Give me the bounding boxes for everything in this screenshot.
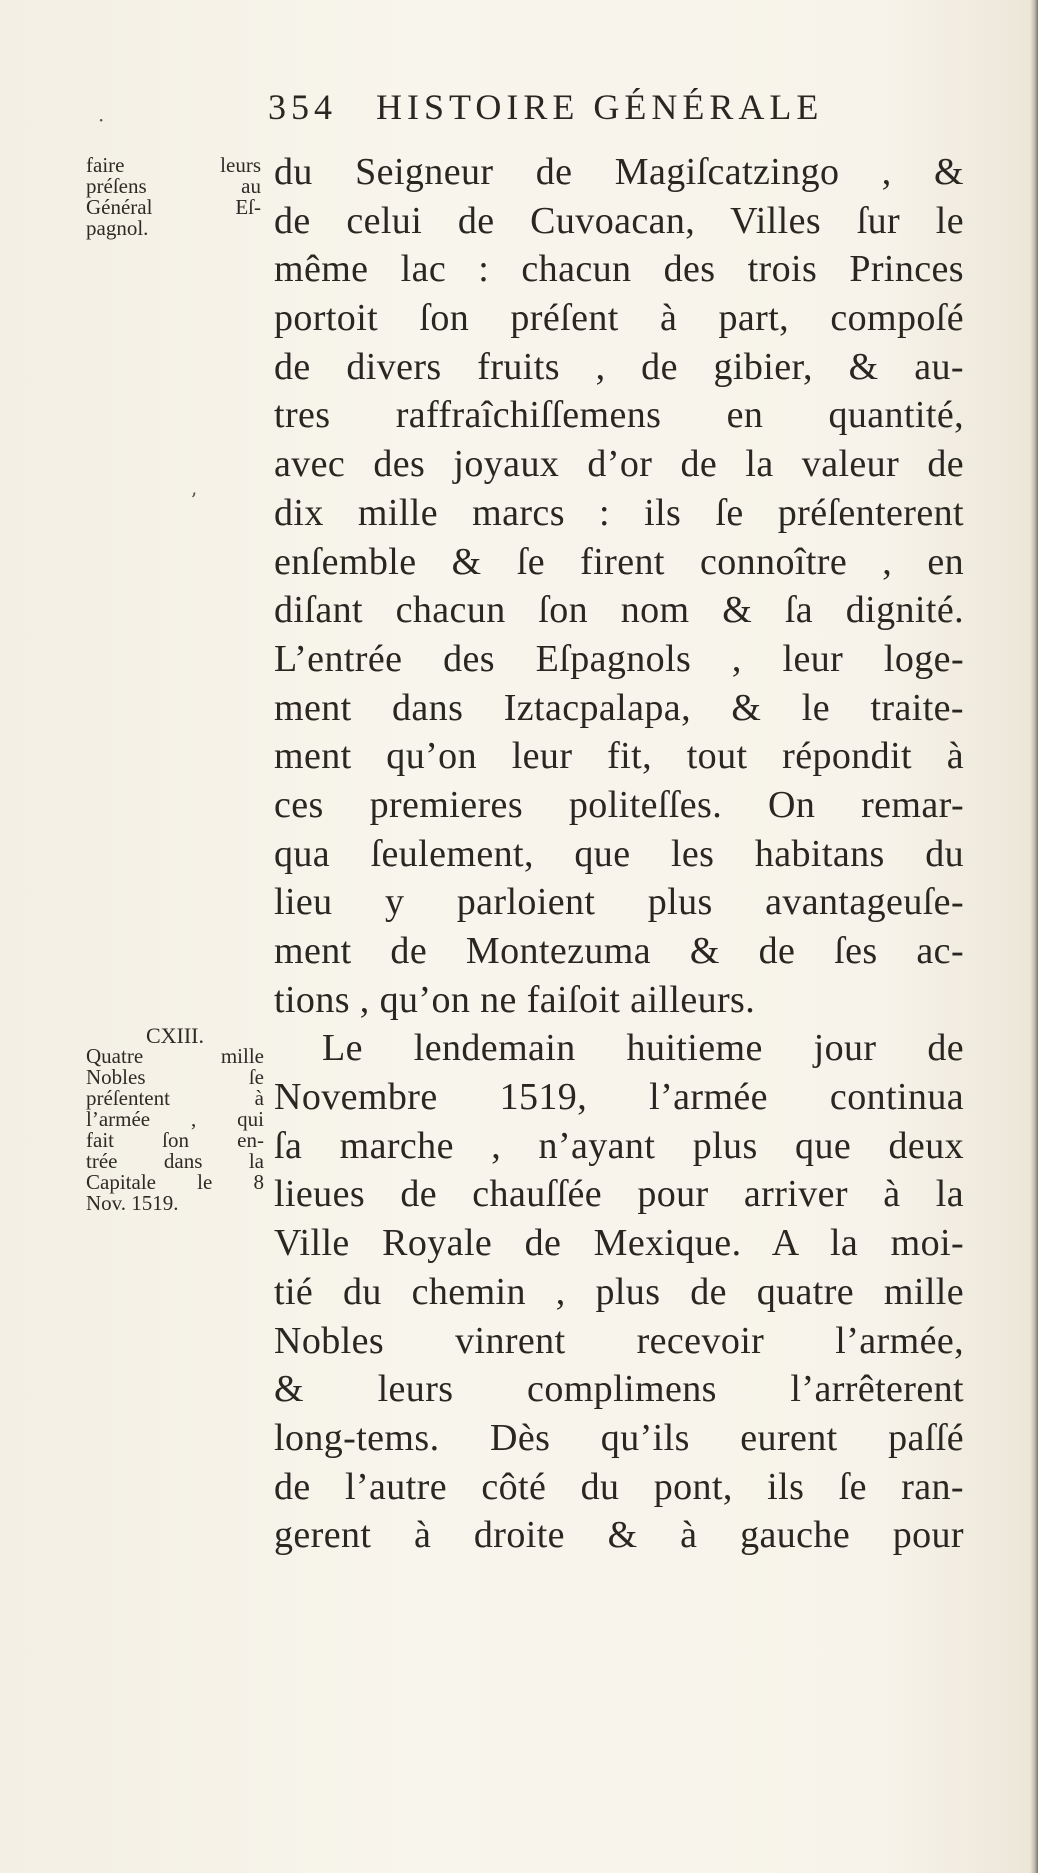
text-line: portoit ſon préſent à part, compoſé (274, 297, 964, 340)
margin-note-line: préſentent à (86, 1086, 264, 1110)
text-line: gerent à droite & à gauche pour (274, 1514, 964, 1557)
margin-note-line: Quatre mille (86, 1044, 264, 1068)
running-title: HISTOIRE GÉNÉRALE (376, 87, 824, 127)
text-line: ſa marche , n’ayant plus que deux (274, 1124, 964, 1167)
text-line: long-tems. Dès qu’ils eurent paſſé (274, 1416, 964, 1459)
text-line: lieues de chauſſée pour arriver à la (274, 1173, 964, 1216)
text-line: diſant chacun ſon nom & ſa dignité. (274, 589, 964, 632)
text-line: Nobles vinrent recevoir l’armée, (274, 1319, 964, 1362)
margin-note-presents (86, 155, 261, 239)
margin-note-line: Nobles ſe (86, 1065, 264, 1089)
text-line: ment qu’on leur fit, tout répondit à (274, 735, 964, 778)
text-line: du Seigneur de Magiſcatzingo , & (274, 151, 964, 193)
text-line: dix mille marcs : ils ſe préſenterent (274, 491, 964, 534)
margin-note-line: l’armée , qui (86, 1107, 264, 1131)
text-line: Novembre 1519, l’armée continua (274, 1076, 964, 1119)
margin-note-line: trée dans la (86, 1149, 264, 1173)
text-line: qua ſeulement, que les habitans du (274, 832, 964, 875)
text-line: même lac : chacun des trois Princes (274, 248, 964, 291)
margin-note-line: Capitale le 8 (86, 1170, 264, 1194)
text-line: tres raffraîchiſſemens en quantité, (274, 394, 964, 437)
text-line: ment de Montezuma & de ſes ac- (274, 930, 964, 972)
margin-note-section-cxiii (86, 1025, 264, 1214)
text-line: avec des joyaux d’or de la valeur de (274, 443, 964, 486)
paragraph-start-line: Le lendemain huitieme jour de (322, 1027, 964, 1070)
text-line: ment dans Iztacpalapa, & le traite- (274, 686, 964, 729)
body-text (274, 148, 964, 1560)
text-line: de l’autre côté du pont, ils ſe ran- (274, 1465, 964, 1508)
margin-note-line: faire leurs (86, 153, 261, 177)
margin-note-line: préſens au (86, 174, 261, 198)
text-line: tié du chemin , plus de quatre mille (274, 1270, 964, 1313)
text-line: de celui de Cuvoacan, Villes ſur le (274, 199, 964, 242)
text-line: lieu y parloient plus avantageuſe- (274, 881, 964, 924)
text-line: L’entrée des Eſpagnols , leur loge- (274, 637, 964, 680)
page-number: 354 (268, 87, 337, 127)
margin-note-line: Général Eſ- (86, 195, 261, 219)
text-line: & leurs complimens l’arrêterent (274, 1368, 964, 1411)
text-line: de divers fruits , de gibier, & au- (274, 345, 964, 388)
ink-dot: · (98, 108, 105, 132)
margin-note-line: pagnol. (86, 216, 149, 240)
text-line: enſemble & ſe firent connoître , en (274, 540, 964, 583)
ink-mark: ʼ (190, 488, 197, 512)
page-edge-shadow (1030, 0, 1038, 1873)
margin-note-line: fait ſon en- (86, 1128, 264, 1152)
text-line: Ville Royale de Mexique. A la moi- (274, 1222, 964, 1265)
text-line: tions , qu’on ne faiſoit ailleurs. (274, 978, 756, 1021)
text-line: ces premieres politeſſes. On remar- (274, 783, 964, 826)
section-number: CXIII. (145, 1023, 205, 1048)
margin-note-line: Nov. 1519. (86, 1191, 179, 1215)
running-header (268, 86, 918, 136)
